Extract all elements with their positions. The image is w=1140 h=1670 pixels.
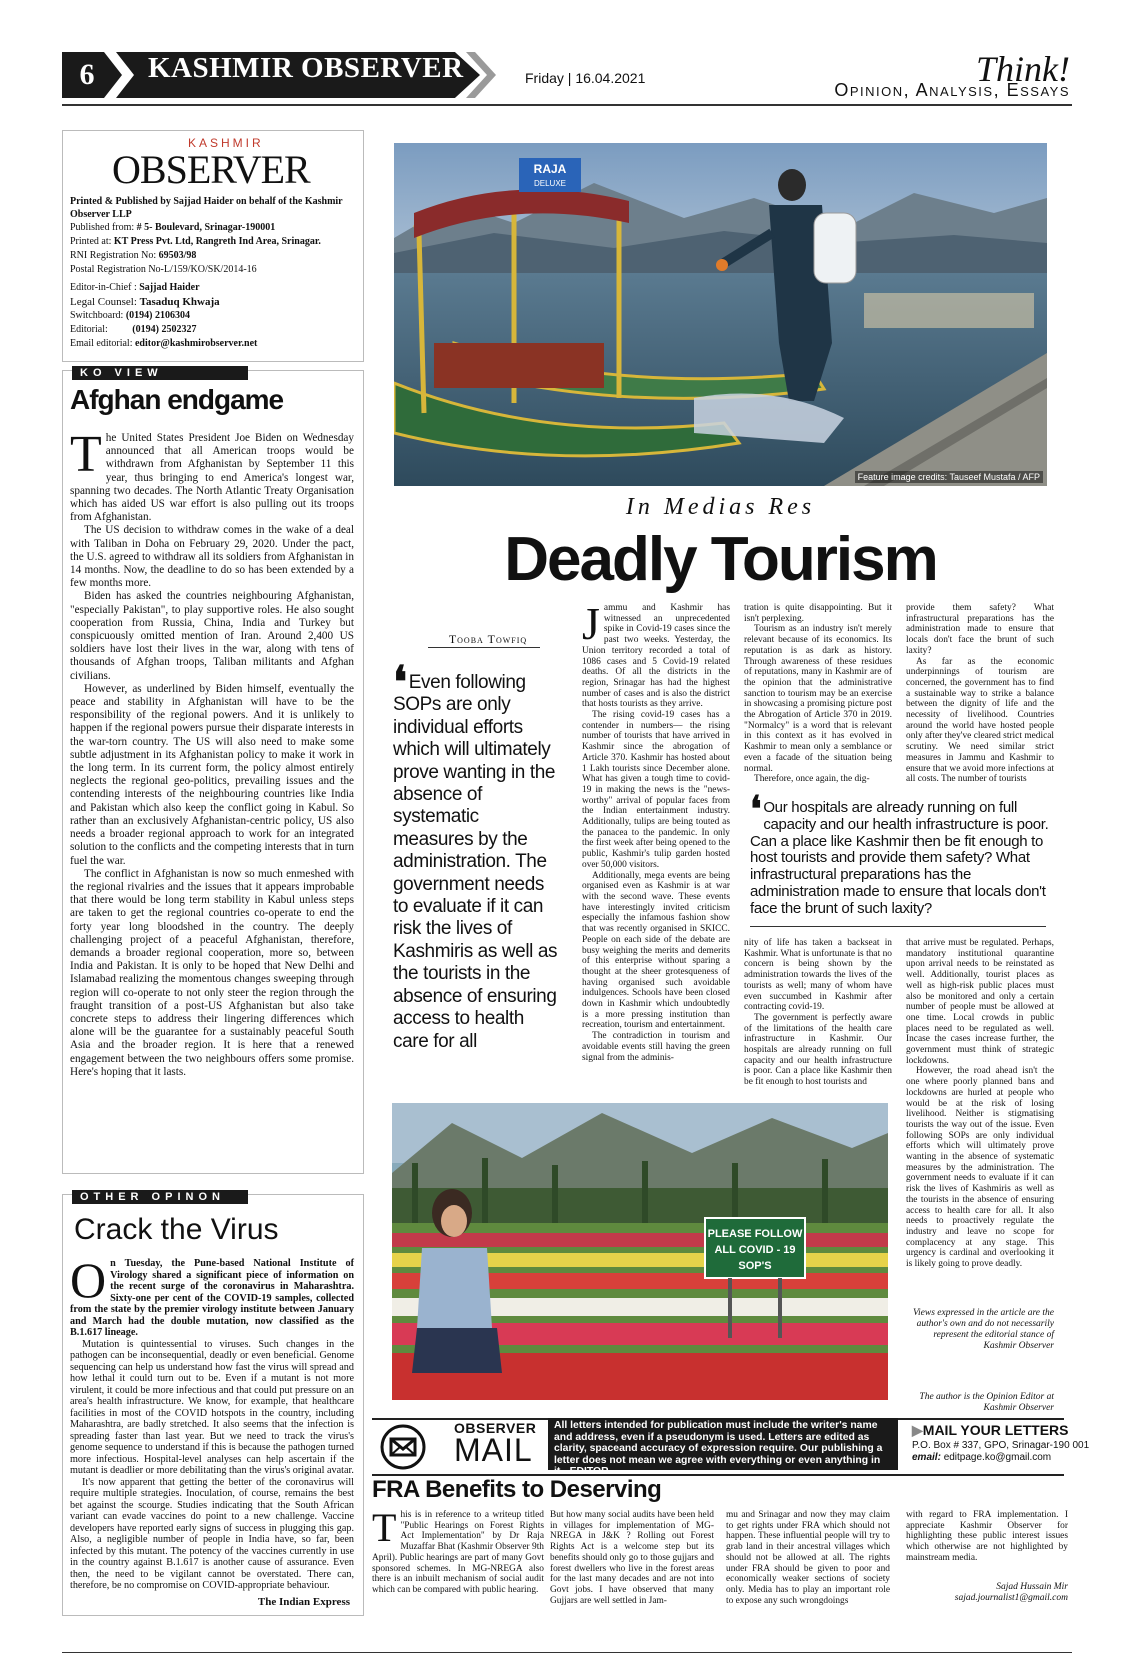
arrow-icon: ▶ — [912, 1422, 923, 1438]
pull-quote-1: ❛ Even following SOPs are only individual efforts which will ultimately prove wanting in the absence of systematic measures by the administration. The government needs to evaluate if it can risk the lives of Kashmiris as well as the tourists in the absence of ensuring access to health care for all — [393, 658, 558, 1052]
letter-column-2: But how many social audits have been held in villages for implementation of MG-NREGA in J&K ? Rolling out Forest Rights Act is a welcome step but its benefits should only go to those gujjars and forest dwellers who live in the forest areas for the last many decades and are not into Govt jobs. I have observed that many Gujjars are well settled in Jam- — [550, 1510, 714, 1606]
section-title: Think! — [976, 49, 1070, 89]
letter-column-3: mu and Srinagar and now they may claim to get rights under FRA which should not happen. These influential people will try to grab land in their ancestral villages which should not be allowed at all. The rights under FRA should be given to poor and economically weaker sections of society only. Media has to play an important role to expose any such wrongdoings — [726, 1510, 890, 1606]
published-from: Published from: # 5- Boulevard, Srinagar-190001 — [70, 222, 276, 233]
printed-by: Printed & Published by Sajjad Haider on behalf of the Kashmir Observer LLP — [70, 196, 343, 220]
mail-label-top: OBSERVER — [454, 1420, 537, 1436]
photo-credit: Feature image credits: Tauseef Mustafa / AFP — [855, 471, 1043, 483]
letter-signature: Sajad Hussain Mir sajad.journalist1@gmail.com — [954, 1582, 1068, 1603]
mail-policy-note: All letters intended for publication must include the writer's name and address, even if a pseudonym is used. Letters are edited as clarity, spaceand accuracy of expression require. Our publishing a letter does not mean we agree with everything or even anything in it. -EDITOR — [548, 1418, 898, 1470]
mail-email[interactable]: editpage.ko@gmail.com — [943, 1452, 1052, 1463]
legal-counsel: Legal Counsel: Tasaduq Khwaja — [70, 296, 220, 308]
editorial-phone: Editorial: (0194) 2502327 — [70, 324, 197, 335]
sign-line-3: SOP'S — [738, 1260, 772, 1272]
feature-byline: Tooba Towfiq — [448, 632, 528, 646]
feature-column-2b: nity of life has taken a backseat in Kashmir. What is unfortunate is that no concern is being shown by the administration towards the lives of the tourists as well; many of whom have even succumbed in Kashmir after contracting covid-19. The government is perfectly aware of the limitations of the health care infrastructure in Kashmir. Our hospitals are already running on full capacity and our health infrastructure is poor. Can a place like Kashmir then be fit enough to host tourists and — [744, 938, 892, 1088]
footer-rule — [62, 1652, 1072, 1653]
paper-name: KASHMIR OBSERVER — [148, 52, 464, 84]
feature-kicker: In Medias Res — [625, 494, 816, 520]
masthead-logo: OBSERVER — [112, 147, 310, 192]
other-opinion-tag: OTHER OPINON — [72, 1190, 248, 1204]
feature-column-2: tration is quite disappointing. But it isn't perplexing. Tourism as an industry isn't merely relevant because of its economics. Its reputation is as dark as history. Through awareness of these residues of reputations, many in Kashmir are of the opinion that the administrative sanction to tourism may be an exercise in showcasing a promising picture post the Abrogation of Article 370 in 2019. "Normalcy" is a word that is relevant in this context as it has evolved in Kashmir to mean only a semblance or even a facade of the situation being normal. Therefore, once again, the dig- — [744, 603, 892, 785]
mail-label: MAIL — [454, 1432, 533, 1468]
page-number: 6 — [79, 58, 95, 91]
mail-address: P.O. Box # 337, GPO, Srinagar-190 001 email: editpage.ko@gmail.com — [912, 1440, 1090, 1463]
disclaimer: Views expressed in the article are the author's own and do not necessarily represent the editorial stance of Kashmir Observer — [912, 1308, 1054, 1351]
sign-line-1: PLEASE FOLLOW — [707, 1228, 803, 1240]
issue-date: Friday | 16.04.2021 — [525, 70, 646, 86]
rni-number: RNI Registration No: 69503/98 — [70, 250, 197, 261]
envelope-icon — [380, 1424, 426, 1470]
feature-column-3b: that arrive must be regulated. Perhaps, mandatory institutional quarantine upon arrival needs to be reinstated as well. Additionally, tourist places as well as high-risk public places must also be monitored and only a certain number of people must be allowed at one time. Local crowds in public places need to be regulated as well. Incase the cases increase further, the government must think of strategic lockdowns. However, the road ahead isn't the one where poorly planned bans and lockdowns are hurled at people who would be at the risk of losing livelihood. Neither is stigmatising tourists the way out of the issue. Even following SOPs are only individual efforts which will ultimately prove wanting in the absence of systematic measures by the administration. The government needs to evaluate if it can risk the lives of Kashmiris as well as the tourists in the absence of ensuring access to health care for all. It also needs to proactively regulate the industry and leave no scope for complacency at any stage. This urgency is cardinal and overlooking it is likely going to prove deadly. — [906, 938, 1054, 1270]
switchboard: Switchboard: (0194) 2106304 — [70, 310, 190, 321]
other-opinion-headline: Crack the Virus — [74, 1213, 279, 1246]
feature-headline: Deadly Tourism — [504, 525, 937, 594]
letter-column-1: This is in reference to a writeup titled "Public Hearings on Forest Rights Act Implementation" by Dr Raja Muzaffar Bhat (Kashmir Observer 9th April). Public hearings are part of many Govt sponsored schemes. In MG-NREGA also there is an inbuilt mechanism of social audit which can be compared with public hearing. — [372, 1505, 544, 1595]
feature-column-3: provide them safety? What infrastructural preparations has the administration made to ensure that locals don't face the brunt of such laxity? As far as the economic underpinnings of tourism are concerned, the government has to find a sustainable way to strike a balance between the dignity of life and the necessity of livelihood. Countries around the world have hosted people only after they've cleared strict medical scrutiny. We need similar strict measures in Jammu and Kashmir to ensure that we avoid more infections at all costs. The number of tourists — [906, 603, 1054, 785]
letter-column-4: with regard to FRA implementation. I appreciate Kashmir Observer for highlighting these public interest issues which otherwise are not highlighted by mainstream media. — [906, 1510, 1068, 1563]
letter-headline: FRA Benefits to Deserving — [372, 1476, 662, 1503]
boat-sign-line-1: RAJA — [533, 162, 567, 176]
other-opinion-source: The Indian Express — [257, 1596, 350, 1608]
section-subtitle: Opinion, Analysis, Essays — [834, 80, 1070, 100]
mail-your-letters: ▶MAIL YOUR LETTERS — [912, 1422, 1069, 1438]
other-opinion-body: On Tuesday, the Pune-based National Institute of Virology shared a significant piece of information on the recent surge of the coronavirus in Maharashtra. Sixty-one per cent of the COVID-19 samples, collected from the state by the premier virology institute between January and March had the double mutation, now classified as the B.1.617 lineage. Mutation is quintessential to viruses. Such changes in the pathogen can be inconsequential, deadly or even beneficial. Genome sequencing can help us understand how fast the virus will spread and how lethal it could turn out to be. Even if a mutant is not more virulent, it could be more infectious and that could put pressure on an area's health infrastructure. We know, for example, that healthcare facilities in most of the COVID hotspots in the country, including Maharashtra, are badly stretched. It also seems that the infection is spreading faster than last year. But we need to track the virus's genome sequence to understand if this is because the pathogen turned more infectious. Hospital-level analyses can help ascertain if the mutant is deadlier or more debilitating than the virus's original avatar. It's now apparent that getting the better of the coronavirus will require multiple strategies. Inoculation, of course, remains the best bet against the scourge. Studies indicating that the South African variant can evade vaccines do point to a new challenge. Vaccine developers have reported early signs of success in plugging this gap. Also, a negligible number of people in India have, so far, been infected by this mutant. The potency of the vaccines currently in use in the country against B.1.617 is another cause of assurance. Even then, the need to be vigilant cannot be overstated. There can, therefore, be no compromise on COVID-appropriate behaviour. — [70, 1252, 354, 1591]
author-note: The author is the Opinion Editor at Kashmir Observer — [919, 1392, 1054, 1413]
masthead-imprint — [70, 195, 360, 351]
feature-photo — [394, 143, 1047, 486]
byline-rule — [428, 647, 540, 648]
header-divider — [62, 104, 1072, 106]
postal-registration: Postal Registration No-L/159/KO/SK/2014-16 — [70, 264, 257, 275]
pull-quote-2: ❛ Our hospitals are already running on full capacity and our health infrastructure is poor. Can a place like Kashmir then be fit enough to host tourists and provide them safety? What infrastructural preparations has the administration made to ensure that locals don't face the brunt of such laxity? — [750, 789, 1049, 917]
editorial-headline: Afghan endgame — [70, 384, 284, 415]
boat-sign-line-2: DELUXE — [533, 179, 567, 188]
editorial-email: Email editorial: editor@kashmirobserver.net — [70, 338, 258, 349]
ko-view-tag: KO VIEW — [72, 366, 248, 380]
quote-mark-icon: ❛ — [393, 658, 407, 707]
printed-at: Printed at: KT Press Pvt. Ltd, Rangreth Ind Area, Srinagar. — [70, 236, 321, 247]
editorial-body: The United States President Joe Biden on Wednesday announced that all American troops would be withdrawn from Afghanistan by September 11 this year, thus bringing to end America's longest war, spanning two decades. The North Atlantic Treaty Organisation which has aided US war effort is also pulling out its troops from Afghanistan. The US decision to withdraw comes in the wake of a deal with Taliban in Doha on February 29, 2020. Under the pact, the U.S. agreed to withdraw all its soldiers from Afghanistan in 14 months. Now, the deadline to do so has been extended by a few months more. Biden has asked the countries neighbouring Afghanistan, "especially Pakistan", to play supportive roles. He also sought cooperation from Russia, China, India and Turkey but conspicuously omitted mention of Iran. Around 2,400 US soldiers have lost their lives in the war, along with tens of thousands of Afghan troops, Taliban militants and Afghan civilians. However, as underlined by Biden himself, eventually the peace and stability in Afghanistan will have to be the responsibility of the regional powers. And it is unlikely to happen if the regional powers pursue their disparate interests in the war-torn country. The US will also need to make some subtle adjustment in its Afghanistan policy to make it work in the long term. In its current form, the policy almost entirely neglects the regional geo-politics, prevailing issues and the contending interests of the neighbouring countries like India and Pakistan which also keep the conflict going in Kabul. So rather than an exclusively Afghanistan-centric policy, US also needs a broader regional approach to work for an integrated solution to the conflicts and the competing interests that in turn fuel the war. The conflict in Afghanistan is now so much enmeshed with the regional rivalries and the issues that it appears improbable that there would be long term stability in Kabul unless steps are taken to get the regional countries co-operate to end the forty year long bloodshed in the country. The deeply challenging project of a peaceful Afghanistan, therefore, demands a broader regional cooperation, more so, between India and Pakistan. It is only to be hoped that New Delhi and Islamabad realizing the momentous changes sweeping through region will co-operate to not only steer the region through the fraught transition of a post-US Afghanistan but also take concrete steps to address their lingering differences which alone will be the guarantee for a sustainably peaceful South Asia and the broader region. It is here that a renewed engagement between the two neighbours offers some promise. Here's hoping that it lasts. — [70, 426, 354, 1078]
pull-quote-rule — [750, 926, 1046, 927]
feature-column-1: Jammu and Kashmir has witnessed an unprecedented spike in Covid-19 cases since the past two weeks. Yesterday, the Union territory recorded a total of 1086 cases and 5 Covid-19 related deaths. Of all the districts in the region, Srinagar has had the highest number of cases and is also the district that hosts tourists as they arrive. The rising covid-19 cases has a contender in numbers— the rising number of tourists that have arrived in Kashmir since the abrogation of Article 370. Kashmir has hosted about 1 Lakh tourists since December alone. What has given a tough time to covid-19 in making the news is the "news-worthy" arrival of popular faces from the Indian entertainment industry. Additionally, tulips are being touted as the panacea to the pandemic. In only the first week after being opened to the public, Kashmir's tulip garden hosted over 50,000 visitors. Additionally, mega events are being organised even as Kashmir is at war with the second wave. These events have interestingly invited criticism especially the infamous fashion show that was recently organised in SKICC. People on each side of the debate are busy weighing the merits and demerits of this enterprise without sparing a thought at the sheer grotesqueness of having organised such avoidable indulgences. Schools have been closed down in Kashmir which undoubtedly is a more pressing institution than recreation, tourism and entertainment. The contradiction in tourism and avoidable events still having the green signal from the adminis- — [582, 598, 730, 1063]
sign-line-2: ALL COVID - 19 — [714, 1244, 796, 1256]
tulip-garden-photo — [392, 1103, 888, 1400]
masthead-logo-top: KASHMIR — [188, 136, 264, 150]
editor-in-chief: Editor-in-Chief : Sajjad Haider — [70, 282, 200, 293]
quote-mark-icon: ❛ — [750, 789, 762, 829]
dropcap: T — [70, 426, 102, 483]
